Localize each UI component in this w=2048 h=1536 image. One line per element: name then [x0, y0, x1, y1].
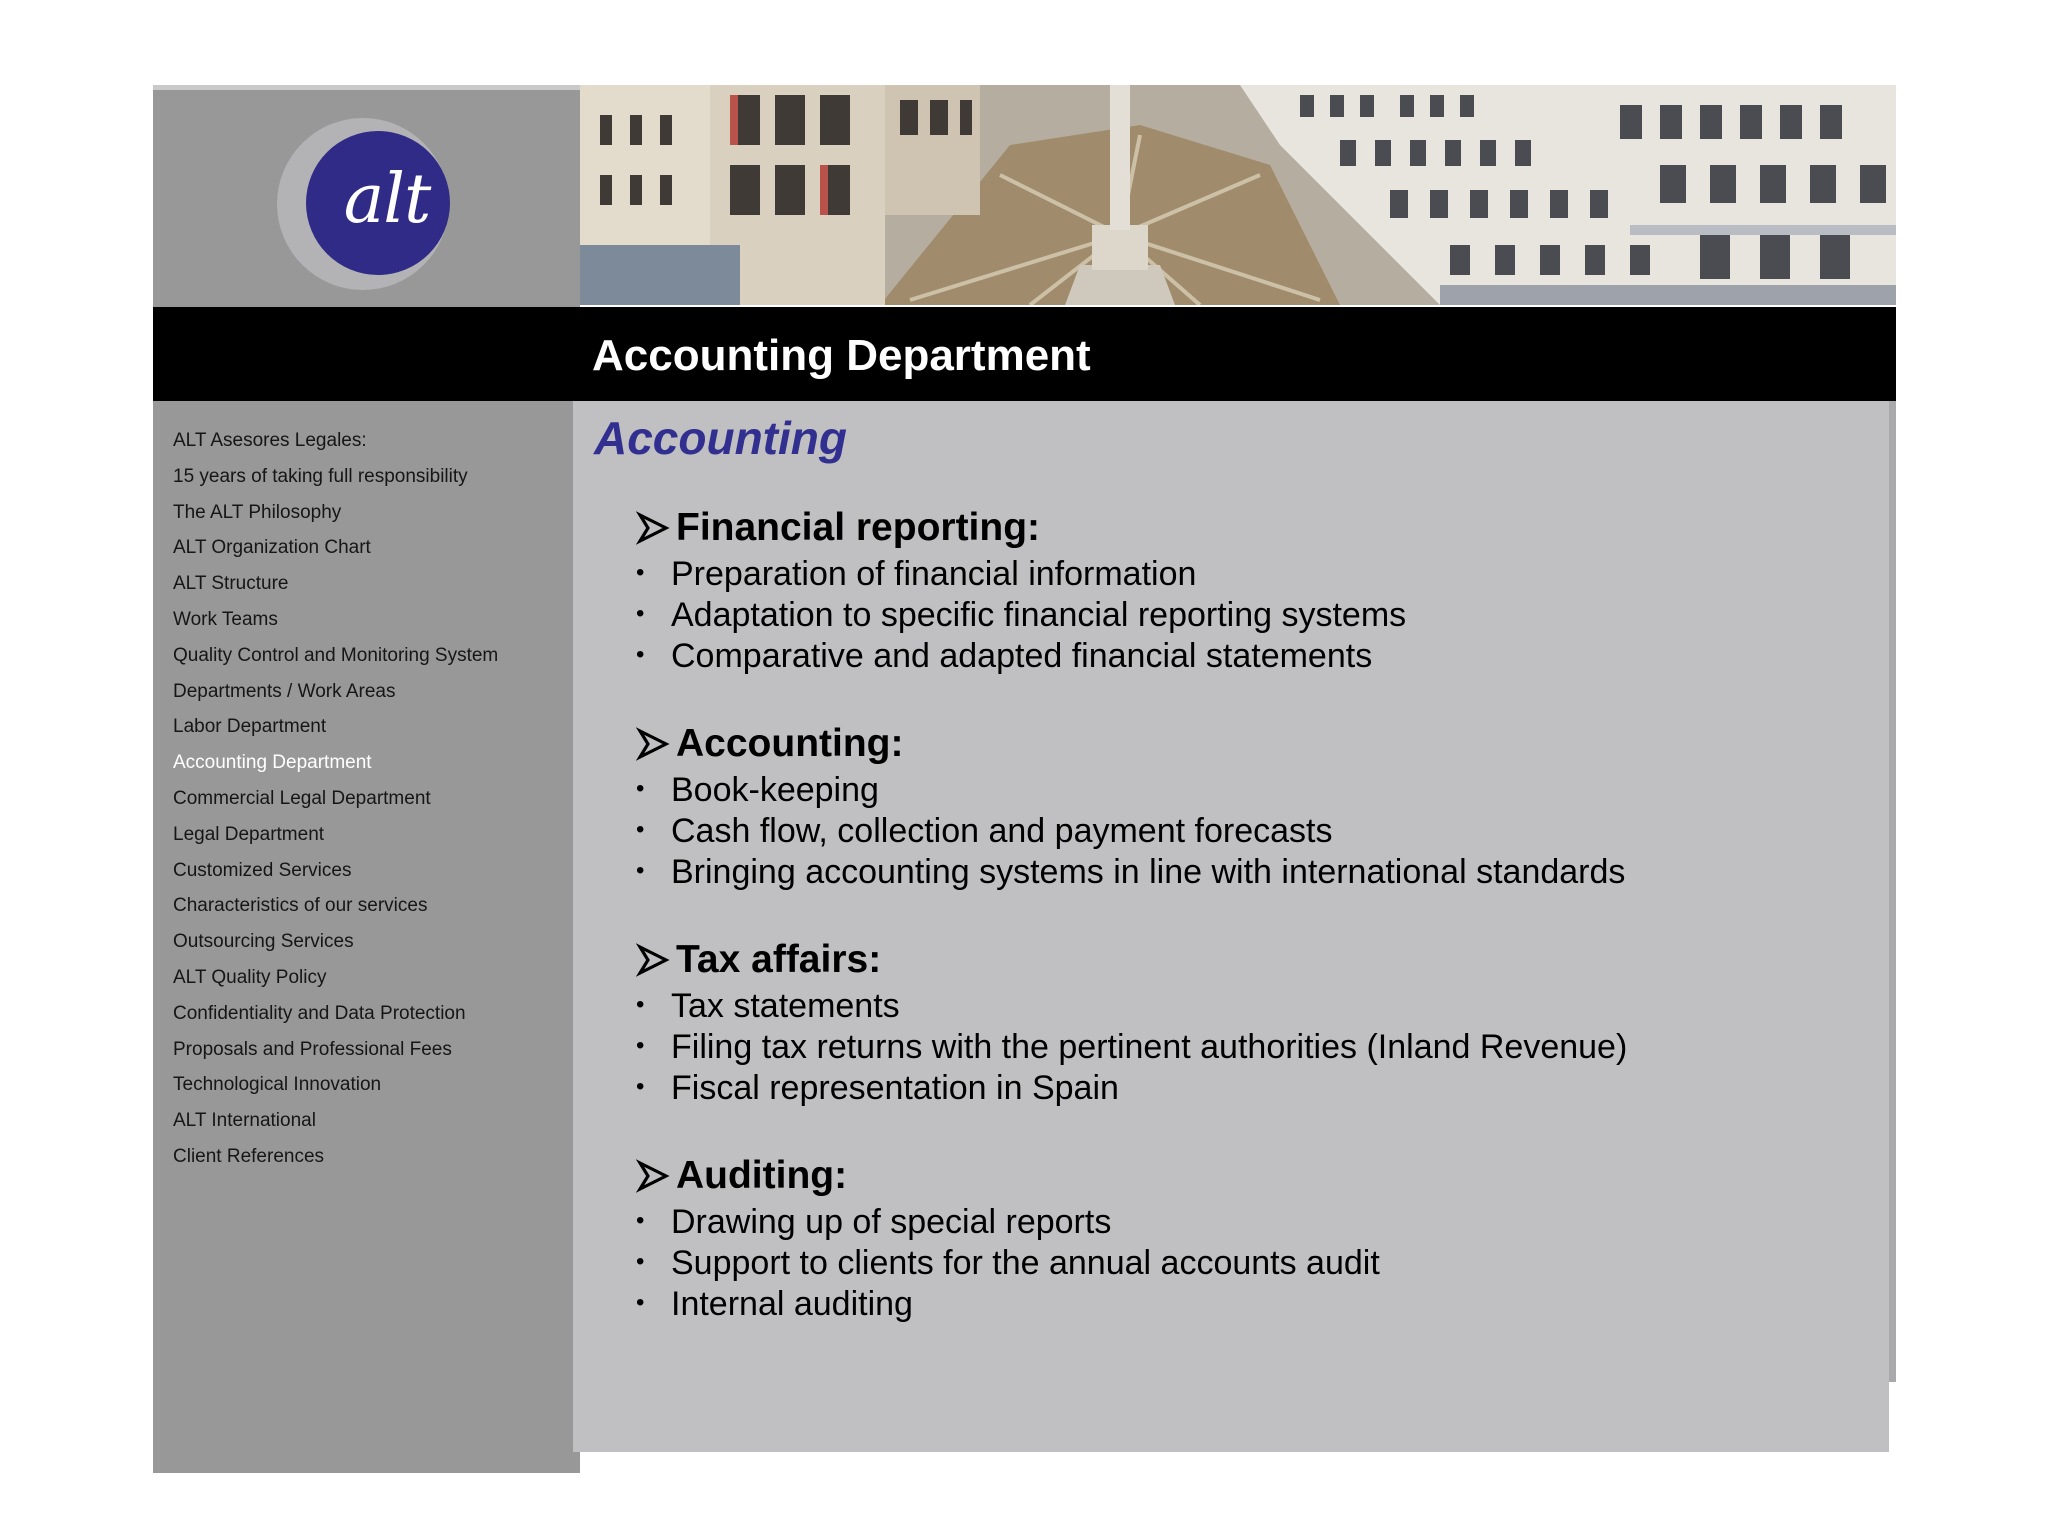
- bullet-item: • Preparation of financial information: [636, 554, 1876, 595]
- service-section: [636, 1150, 1876, 1325]
- sidebar-item[interactable]: ALT Quality Policy: [173, 966, 327, 988]
- section-heading: Accounting: [594, 412, 847, 464]
- section-title-row: [636, 718, 1876, 770]
- bullet-list: [636, 986, 1876, 1109]
- sidebar-item[interactable]: ALT Asesores Legales:: [173, 430, 367, 451]
- bullet-item: • Book-keeping: [636, 770, 1876, 811]
- sidebar-item[interactable]: Technological Innovation: [173, 1074, 382, 1096]
- bullet-list: [636, 770, 1876, 893]
- section-title-row: [636, 934, 1876, 986]
- sidebar-top-strip: [153, 85, 580, 90]
- sidebar-item[interactable]: Departments / Work Areas: [173, 680, 396, 702]
- arrowhead-icon: [636, 727, 670, 761]
- sidebar-nav: [173, 423, 573, 1175]
- sidebar-item[interactable]: Confidentiality and Data Protection: [173, 1002, 466, 1024]
- sidebar-item[interactable]: Proposals and Professional Fees: [173, 1038, 452, 1060]
- arrowhead-icon: [636, 1159, 670, 1193]
- service-section: [636, 934, 1876, 1109]
- page-title: Accounting Department: [592, 331, 1091, 380]
- service-sections: [636, 502, 1876, 1366]
- sidebar-item[interactable]: Legal Department: [173, 823, 325, 845]
- sidebar-item[interactable]: Accounting Department: [173, 752, 372, 774]
- section-title: Auditing:: [676, 1154, 848, 1197]
- bullet-item: • Fiscal representation in Spain: [636, 1068, 1876, 1109]
- bullet-item: • Bringing accounting systems in line with international standards: [636, 852, 1876, 893]
- bullet-item: • Tax statements: [636, 986, 1876, 1027]
- sidebar-item[interactable]: Outsourcing Services: [173, 931, 354, 953]
- header-photo: [580, 85, 1896, 305]
- arrowhead-icon: [636, 943, 670, 977]
- section-title: Tax affairs:: [676, 938, 882, 981]
- sidebar-item[interactable]: Characteristics of our services: [173, 895, 428, 917]
- alt-logo[interactable]: [306, 131, 450, 275]
- sidebar-item[interactable]: 15 years of taking full responsibility: [173, 465, 468, 487]
- sidebar-item[interactable]: Quality Control and Monitoring System: [173, 644, 499, 666]
- section-title-row: [636, 502, 1876, 554]
- sidebar-item[interactable]: ALT Organization Chart: [173, 537, 371, 559]
- bullet-item: • Adaptation to specific financial reporting systems: [636, 595, 1876, 636]
- sidebar-item[interactable]: Work Teams: [173, 608, 278, 630]
- sidebar-item[interactable]: ALT International: [173, 1110, 316, 1132]
- sidebar-item[interactable]: Customized Services: [173, 859, 352, 881]
- bullet-item: • Comparative and adapted financial statements: [636, 636, 1876, 677]
- section-title-row: [636, 1150, 1876, 1202]
- sidebar-item[interactable]: Labor Department: [173, 716, 327, 738]
- arrowhead-icon: [636, 511, 670, 545]
- bullet-item: • Internal auditing: [636, 1284, 1876, 1325]
- section-title: Financial reporting:: [676, 506, 1041, 549]
- content-panel-edge: [1889, 401, 1896, 1382]
- bullet-item: • Support to clients for the annual accounts audit: [636, 1243, 1876, 1284]
- sidebar-item[interactable]: The ALT Philosophy: [173, 501, 342, 523]
- sidebar-item[interactable]: Client References: [173, 1145, 325, 1167]
- section-title: Accounting:: [676, 722, 904, 765]
- bullet-item: • Drawing up of special reports: [636, 1202, 1876, 1243]
- sidebar-item[interactable]: ALT Structure: [173, 573, 289, 595]
- bullet-item: • Filing tax returns with the pertinent authorities (Inland Revenue): [636, 1027, 1876, 1068]
- logo-text: alt: [343, 160, 431, 239]
- service-section: [636, 718, 1876, 893]
- sidebar-item[interactable]: Commercial Legal Department: [173, 787, 431, 809]
- bullet-list: [636, 554, 1876, 677]
- bullet-item: • Cash flow, collection and payment forecasts: [636, 811, 1876, 852]
- service-section: [636, 502, 1876, 677]
- bullet-list: [636, 1202, 1876, 1325]
